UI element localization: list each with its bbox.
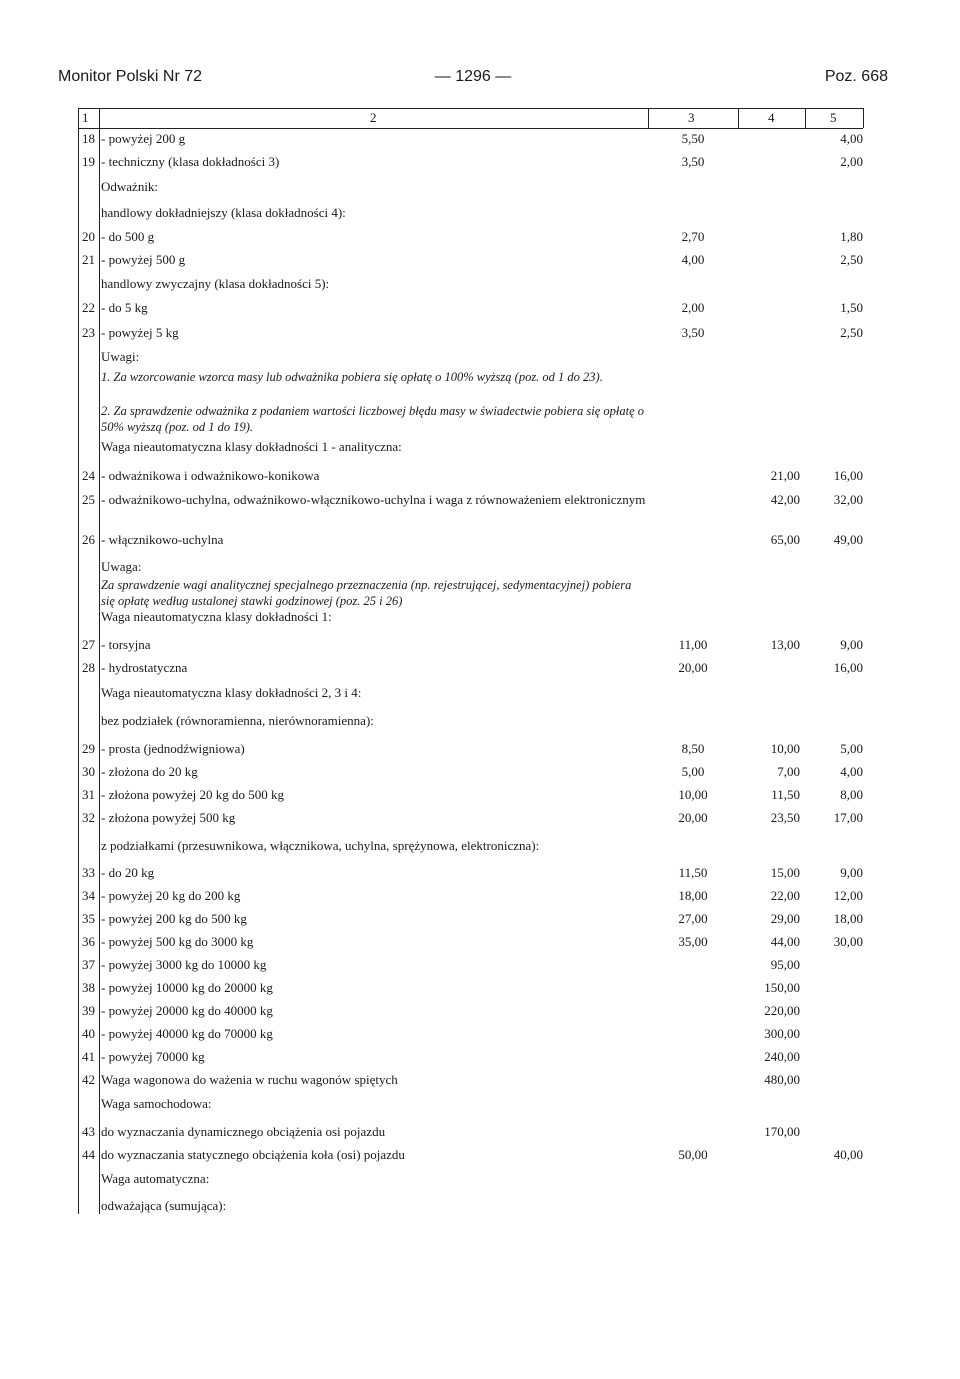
fee-col-4: 11,50: [771, 787, 800, 802]
row-number: 42: [82, 1072, 95, 1087]
page-header: [58, 68, 888, 92]
fee-col-5: 17,00: [833, 810, 863, 825]
row-description: - powyżej 500 kg do 3000 kg: [101, 934, 254, 949]
col-header-3: 3: [688, 110, 695, 125]
row-number: 22: [82, 300, 95, 315]
row-description: - powyżej 200 g: [101, 131, 186, 146]
row-description: Za sprawdzenie wagi analitycznej specjalnego przeznaczenia (np. rejestrującej, sedymentacyjnej) pobiera się opłatę według ustalonej stawki godzinowej (poz. 25 i 26): [101, 578, 632, 608]
fee-col-5: 1,50: [840, 300, 863, 315]
row-description: - powyżej 5 kg: [101, 325, 179, 340]
fee-col-5: 30,00: [833, 934, 863, 949]
row-description: - do 500 g: [101, 229, 155, 244]
fee-col-5: 16,00: [833, 468, 863, 483]
fee-col-4: 44,00: [770, 934, 800, 949]
fee-col-5: 18,00: [833, 911, 863, 926]
fee-col-4: 95,00: [770, 957, 800, 972]
fee-col-5: 9,00: [840, 865, 863, 880]
fee-col-5: 9,00: [840, 637, 863, 652]
fee-col-5: 12,00: [833, 888, 863, 903]
fee-col-4: 10,00: [770, 741, 800, 756]
fee-col-4: 480,00: [764, 1072, 800, 1087]
row-number: 44: [82, 1147, 95, 1162]
row-number: 24: [82, 468, 95, 483]
row-description: - powyżej 3000 kg do 10000 kg: [101, 957, 267, 972]
fee-col-5: 4,00: [840, 764, 863, 779]
col-header-5: 5: [830, 110, 837, 125]
fee-col-3: 3,50: [681, 154, 705, 169]
fee-table: [78, 108, 863, 1214]
fee-col-3: 10,00: [678, 787, 708, 802]
header-bottom-border: [78, 128, 863, 129]
row-description: - prosta (jednodźwigniowa): [101, 741, 245, 756]
table-right-border: [863, 108, 864, 128]
row-description: - powyżej 200 kg do 500 kg: [101, 911, 247, 926]
fee-col-4: 42,00: [770, 492, 800, 507]
fee-col-5: 49,00: [833, 532, 863, 547]
fee-col-5: 2,50: [840, 252, 863, 267]
fee-col-4: 7,00: [777, 764, 800, 779]
row-number: 21: [82, 252, 95, 267]
fee-col-5: 40,00: [833, 1147, 863, 1162]
row-description: handlowy zwyczajny (klasa dokładności 5):: [101, 276, 330, 291]
row-number: 28: [82, 660, 95, 675]
row-description: Waga nieautomatyczna klasy dokładności 1 - analityczna:: [101, 439, 402, 454]
row-description: - techniczny (klasa dokładności 3): [101, 154, 280, 169]
row-description: - złożona powyżej 500 kg: [101, 810, 236, 825]
fee-col-5: 1,80: [840, 229, 863, 244]
position-number: Poz. 668: [824, 68, 888, 85]
row-description: - powyżej 10000 kg do 20000 kg: [101, 980, 273, 995]
row-number: 36: [82, 934, 95, 949]
fee-col-5: 2,50: [840, 325, 863, 340]
fee-col-4: 23,50: [770, 810, 800, 825]
row-description: - odważnikowa i odważnikowo-konikowa: [101, 468, 320, 483]
fee-col-3: 5,00: [681, 764, 705, 779]
row-description: - złożona powyżej 20 kg do 500 kg: [101, 787, 285, 802]
col-header-2: 2: [370, 110, 377, 125]
row-description: 2. Za sprawdzenie odważnika z podaniem wartości liczbowej błędu masy w świadectwie pobiera się opłatę o 50% wyższą (poz. od 1 do 19).: [101, 404, 645, 434]
row-number: 40: [82, 1026, 95, 1041]
fee-col-4: 22,00: [770, 888, 800, 903]
row-description: bez podziałek (równoramienna, nierównoramienna):: [101, 713, 374, 728]
page-number: — 1296 —: [434, 68, 512, 85]
row-description: Waga automatyczna:: [101, 1171, 210, 1186]
row-description: - powyżej 20000 kg do 40000 kg: [101, 1003, 273, 1018]
row-description: 1. Za wzorcowanie wzorca masy lub odważnika pobiera się opłatę o 100% wyższą (poz. od 1 do 23).: [101, 370, 603, 384]
fee-col-5: 16,00: [833, 660, 863, 675]
col-divider-2: [648, 108, 649, 128]
fee-col-4: 240,00: [764, 1049, 800, 1064]
row-number: 38: [82, 980, 95, 995]
row-description: Waga nieautomatyczna klasy dokładności 2, 3 i 4:: [101, 685, 362, 700]
fee-col-3: 18,00: [678, 888, 708, 903]
row-description: - powyżej 20 kg do 200 kg: [101, 888, 241, 903]
row-description: - do 5 kg: [101, 300, 148, 315]
fee-col-4: 300,00: [764, 1026, 800, 1041]
row-number: 19: [82, 154, 95, 169]
fee-col-4: 220,00: [764, 1003, 800, 1018]
col-divider-1: [99, 108, 100, 1214]
row-description: Waga samochodowa:: [101, 1096, 212, 1111]
fee-col-3: 50,00: [678, 1147, 708, 1162]
row-description: Uwagi:: [101, 349, 140, 364]
row-number: 26: [82, 532, 95, 547]
row-number: 25: [82, 492, 95, 507]
fee-col-4: 15,00: [770, 865, 800, 880]
row-number: 43: [82, 1124, 95, 1139]
fee-col-4: 13,00: [770, 637, 800, 652]
row-description: do wyznaczania statycznego obciążenia koła (osi) pojazdu: [101, 1147, 405, 1162]
col-divider-3: [738, 108, 739, 128]
row-description: - torsyjna: [101, 637, 151, 652]
row-description: - powyżej 500 g: [101, 252, 186, 267]
row-description: - powyżej 70000 kg: [101, 1049, 205, 1064]
row-description: - hydrostatyczna: [101, 660, 188, 675]
fee-col-3: 4,00: [681, 252, 705, 267]
row-description: Uwaga:: [101, 559, 142, 574]
fee-col-3: 11,50: [678, 865, 708, 880]
row-description: - włącznikowo-uchylna: [101, 532, 224, 547]
fee-col-3: 20,00: [678, 660, 708, 675]
col-divider-4: [805, 108, 806, 128]
row-description: z podziałkami (przesuwnikowa, włącznikowa, uchylna, sprężynowa, elektroniczna):: [101, 838, 540, 853]
fee-col-3: 11,00: [678, 637, 708, 652]
row-description: - do 20 kg: [101, 865, 155, 880]
row-number: 23: [82, 325, 95, 340]
fee-col-5: 5,00: [840, 741, 863, 756]
row-description: - odważnikowo-uchylna, odważnikowo-włącznikowo-uchylna i waga z równoważeniem elektronicznym: [101, 492, 646, 507]
fee-col-3: 5,50: [681, 131, 705, 146]
fee-col-5: 4,00: [840, 131, 863, 146]
col-header-1: 1: [82, 110, 89, 125]
row-number: 18: [82, 131, 95, 146]
row-number: 31: [82, 787, 95, 802]
row-number: 27: [82, 637, 95, 652]
fee-col-4: 29,00: [770, 911, 800, 926]
fee-col-3: 2,00: [681, 300, 705, 315]
row-number: 35: [82, 911, 95, 926]
row-description: Waga wagonowa do ważenia w ruchu wagonów spiętych: [101, 1072, 398, 1087]
row-number: 37: [82, 957, 95, 972]
row-description: handlowy dokładniejszy (klasa dokładności 4):: [101, 205, 346, 220]
fee-col-4: 65,00: [770, 532, 800, 547]
row-number: 39: [82, 1003, 95, 1018]
col-header-4: 4: [768, 110, 775, 125]
row-description: Waga nieautomatyczna klasy dokładności 1:: [101, 609, 332, 624]
fee-col-3: 20,00: [678, 810, 708, 825]
row-number: 29: [82, 741, 95, 756]
row-number: 32: [82, 810, 95, 825]
fee-col-3: 3,50: [681, 325, 705, 340]
fee-col-3: 8,50: [681, 741, 705, 756]
publication-title: Monitor Polski Nr 72: [58, 68, 203, 85]
fee-col-4: 21,00: [770, 468, 800, 483]
fee-col-5: 32,00: [833, 492, 863, 507]
row-description: - złożona do 20 kg: [101, 764, 198, 779]
row-description: - powyżej 40000 kg do 70000 kg: [101, 1026, 273, 1041]
row-number: 33: [82, 865, 95, 880]
fee-col-4: 150,00: [764, 980, 800, 995]
fee-col-5: 2,00: [840, 154, 863, 169]
fee-col-5: 8,00: [840, 787, 863, 802]
row-number: 30: [82, 764, 95, 779]
row-description: Odważnik:: [101, 179, 159, 194]
fee-col-3: 27,00: [678, 911, 708, 926]
fee-col-4: 170,00: [764, 1124, 800, 1139]
fee-col-3: 2,70: [681, 229, 705, 244]
row-description: odważająca (sumująca):: [101, 1198, 227, 1213]
row-number: 20: [82, 229, 95, 244]
row-number: 41: [82, 1049, 95, 1064]
row-description: do wyznaczania dynamicznego obciążenia osi pojazdu: [101, 1124, 386, 1139]
row-number: 34: [82, 888, 95, 903]
fee-col-3: 35,00: [678, 934, 708, 949]
table-top-border: [78, 108, 863, 109]
